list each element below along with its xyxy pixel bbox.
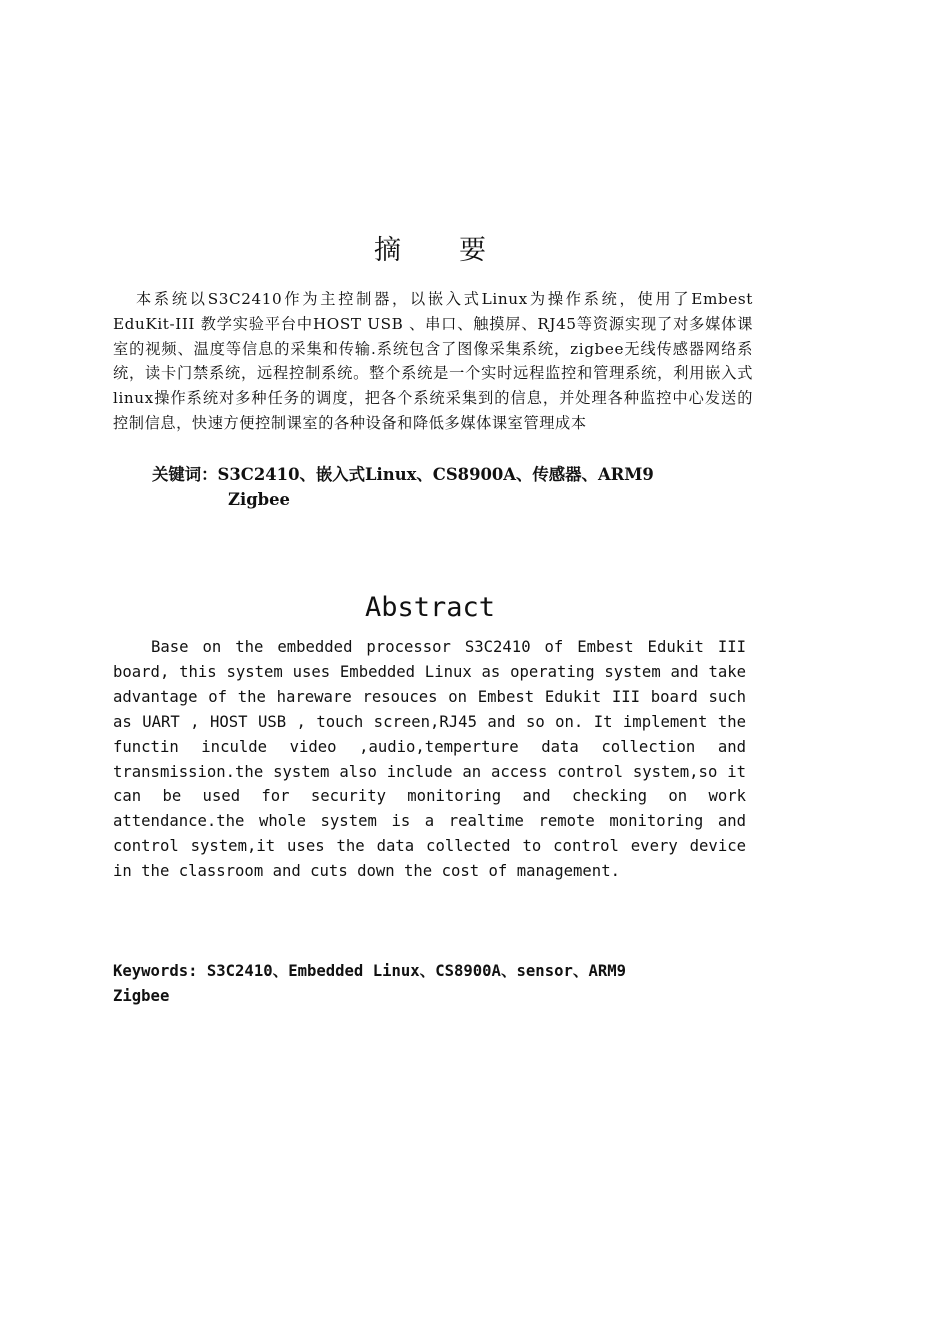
english-keywords bbox=[113, 959, 626, 1009]
chinese-keywords-line2: Zigbee bbox=[228, 490, 290, 509]
chinese-abstract-body: 本系统以S3C2410作为主控制器，以嵌入式Linux为操作系统，使用了Embest EduKit-III 教学实验平台中HOST USB 、串口、触摸屏、RJ45等资源实现了对多媒体课室的视频、温度等信息的采集和传输.系统包含了图像采集系统，zigbee无线传感器网络系统，读卡门禁系统，远程控制系统。整个系统是一个实时远程监控和管理系统，利用嵌入式linux操作系统对多种任务的调度，把各个系统采集到的信息，并处理各种监控中心发送的控制信息，快速方便控制课室的各种设备和降低多媒体课室管理成本 bbox=[113, 290, 753, 432]
english-keywords-line2: Zigbee bbox=[113, 987, 170, 1005]
english-abstract-title: Abstract bbox=[364, 592, 496, 623]
chinese-abstract-title: 摘要 bbox=[374, 235, 544, 266]
chinese-keywords bbox=[152, 462, 654, 512]
english-keywords-line1: Keywords: S3C2410、Embedded Linux、CS8900A、sensor、ARM9 bbox=[113, 962, 627, 980]
chinese-keywords-line1: 关键词：S3C2410、嵌入式Linux、CS8900A、传感器、ARM9 bbox=[152, 465, 654, 484]
english-abstract-body: Base on the embedded processor S3C2410 of Embest Edukit III board, this system uses Embedded Linux as operating system and take advantage of the hareware resouces on Embest Edukit III board such as UART , HOST USB , touch screen,RJ45 and so on. It implement the functin inculde video ,audio,temperture data collection and transmission.the system also include an access control system,so it can be used for security monitoring and checking on work attendance.the whole system is a realtime remote monitoring and control system,it uses the data collected to control every device in the classroom and cuts down the cost of management. bbox=[113, 638, 746, 881]
